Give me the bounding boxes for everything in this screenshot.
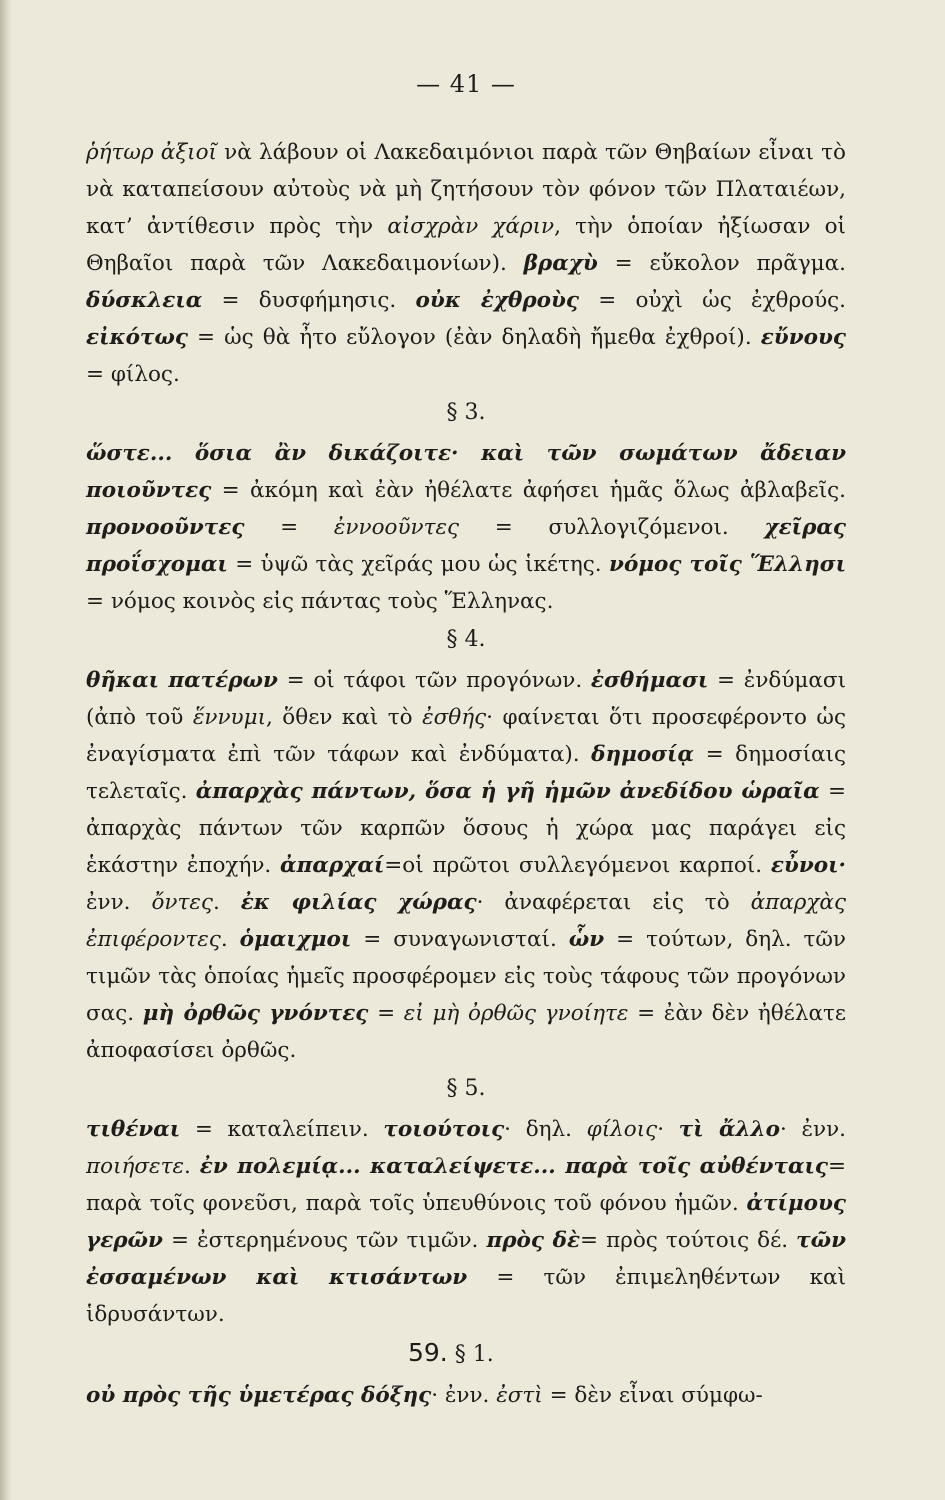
lemma-term: νόμος τοῖς Ἕλλησι <box>609 552 846 577</box>
gloss-text: · ἐνν. <box>431 1383 497 1408</box>
italic-term: ἀπαρχὰς ἐπιφέροντες <box>86 890 846 952</box>
gloss-text: = παρὰ τοῖς φονεῦσι, παρὰ τοῖς ὑπευθύνοις τοῦ φόνου ἡμῶν. <box>86 1154 846 1216</box>
section-number: § 1. <box>454 1342 494 1367</box>
italic-term: ἐστὶ <box>496 1383 543 1408</box>
lemma-term: χεῖρας προΐσχομαι <box>86 515 847 577</box>
gloss-text: = ἐὰν δὲν ἠθέλατε ἀποφασίσει ὀρθῶς. <box>86 1001 846 1063</box>
gloss-text: = δὲν εἶναι σύμφω- <box>542 1383 763 1408</box>
lemma-term: ὧν <box>568 927 605 952</box>
lemma-term: τιθέναι <box>86 1117 181 1142</box>
lemma-term: δύσκλεια <box>86 288 203 313</box>
page-number: — 41 — <box>416 70 516 98</box>
gloss-text: = ἀκόμη καὶ ἐὰν ἠθέλατε ἀφήσει ἡμᾶς ὅλως ἀβλαβεῖς. <box>211 478 846 503</box>
gloss-text: · ἐνν. <box>779 1117 847 1142</box>
italic-term: αἰσχρὰν χάριν <box>387 214 555 239</box>
gloss-text: . <box>212 890 241 915</box>
lemma-term: εἰκότως <box>86 325 188 350</box>
gloss-text: = δυσφήμησις. <box>202 288 416 313</box>
lemma-term: οὐκ ἐχθροὺς <box>415 288 579 313</box>
section-heading: § 5. <box>446 1076 486 1101</box>
lemma-term: μὴ ὀρθῶς γνόντες <box>142 1001 369 1026</box>
italic-term: ἕννυμι <box>192 705 266 730</box>
italic-term: εἰ μὴ ὀρθῶς γνοίητε <box>403 1001 629 1026</box>
lemma-term: πρὸς δὲ <box>486 1228 581 1253</box>
page-binding-edge <box>0 0 12 1500</box>
gloss-text: · φαίνεται ὅτι προσεφέροντο ὡς ἐναγίσματα ἐπὶ τῶν τάφων καὶ ἐνδύματα). <box>86 705 846 767</box>
italic-term: φίλοις <box>586 1117 658 1142</box>
lemma-term: ὁμαιχμοι <box>239 927 352 952</box>
gloss-text: = τούτων, δηλ. τῶν τιμῶν τὰς ὁποίας ἡμεῖς προσφέρομεν εἰς τοὺς τάφους τῶν προγόνων σας. <box>86 927 847 1026</box>
italic-term: ἀξιοῖ <box>160 140 217 165</box>
italic-term: ὄντες <box>151 890 213 915</box>
gloss-text: = συλλογιζόμενοι. <box>459 515 765 540</box>
section-heading: § 4. <box>446 627 486 652</box>
gloss-text: ἐνν. <box>86 890 152 915</box>
gloss-text: · δηλ. <box>504 1117 587 1142</box>
gloss-text: = ὡς θὰ ἦτο εὔλογον (ἐὰν δηλαδὴ ἤμεθα ἐχθροί). <box>187 325 761 350</box>
commentary-paragraph <box>86 1377 846 1414</box>
lemma-term: βραχὺ <box>523 251 598 276</box>
lemma-term: ἀπαρχαί <box>280 853 385 878</box>
gloss-text: = συναγωνισταί. <box>351 927 569 952</box>
commentary-paragraph <box>86 435 846 620</box>
lemma-term: προνοοῦντες <box>86 515 245 540</box>
section-heading: § 3. <box>446 400 486 425</box>
italic-term: ποιήσετε <box>86 1154 185 1179</box>
lemma-term: ἐν πολεμίᾳ... καταλείψετε... παρὰ τοῖς αὐθένταις <box>199 1154 828 1179</box>
lemma-term: ἐκ φιλίας χώρας <box>240 890 477 915</box>
gloss-text: = οὐχὶ ὡς ἐχθρούς. <box>578 288 847 313</box>
commentary-paragraph <box>86 1111 846 1333</box>
gloss-text: νὰ λάβουν οἱ Λακεδαιμόνιοι παρὰ τῶν Θηβαίων εἶναι τὸ νὰ καταπείσουν αὐτοὺς νὰ μὴ ζητήσουν τὸν φόνον τῶν Πλαταιέων, κατ’ ἀντίθεσιν πρὸς τὴν <box>86 140 846 239</box>
gloss-text: . <box>184 1154 200 1179</box>
gloss-text: = τῶν ἐπιμεληθέντων καὶ ἱδρυσάντων. <box>86 1265 846 1327</box>
gloss-text: . <box>220 927 240 952</box>
gloss-text: = ὑψῶ τὰς χεῖράς μου ὡς ἱκέτης. <box>227 552 610 577</box>
lemma-term: θῆκαι πατέρων <box>86 668 278 693</box>
commentary-paragraph <box>86 662 846 1069</box>
lemma-term: δημοσίᾳ <box>591 742 695 767</box>
gloss-text: = καταλείπειν. <box>180 1117 384 1142</box>
gloss-text: = ἐστερημένους τῶν τιμῶν. <box>162 1228 487 1253</box>
lemma-term: ἐσθήμασι <box>590 668 709 693</box>
gloss-text: · ἀναφέρεται εἰς τὸ <box>476 890 751 915</box>
lemma-term: οὐ πρὸς τῆς ὑμετέρας δόξης <box>86 1383 432 1408</box>
gloss-text: = οἱ τάφοι τῶν προγόνων. <box>277 668 591 693</box>
book-page <box>86 70 846 1414</box>
italic-term: ἐννοοῦντες <box>333 515 460 540</box>
gloss-text: = <box>244 515 334 540</box>
lemma-term: ἀτίμους γερῶν <box>86 1191 846 1253</box>
commentary-text <box>86 134 846 1414</box>
lemma-term: τῶν ἐσσαμένων καὶ κτισάντων <box>86 1228 846 1290</box>
italic-term: ῥήτωρ <box>86 140 161 165</box>
commentary-paragraph <box>86 134 846 393</box>
lemma-term: ὥστε... ὅσια ἂν δικάζοιτε· καὶ τῶν σωμάτων ἄδειαν ποιοῦντες <box>86 441 846 503</box>
gloss-text: = δημοσίαις τελεταῖς. <box>86 742 846 804</box>
gloss-text: =οἱ πρῶτοι συλλεγόμενοι καρποί. <box>384 853 771 878</box>
chapter-section-heading <box>86 1335 846 1373</box>
gloss-text: · <box>657 1117 679 1142</box>
gloss-text: = νόμος κοινὸς εἰς πάντας τοὺς Ἕλληνας. <box>86 589 554 614</box>
gloss-text: , ὅθεν καὶ τὸ <box>266 705 423 730</box>
gloss-text: = <box>368 1001 404 1026</box>
gloss-text: = πρὸς τούτοις δέ. <box>580 1228 797 1253</box>
gloss-text: = φίλος. <box>86 362 180 387</box>
lemma-term: τὶ ἄλλο <box>678 1117 780 1142</box>
gloss-text: , τὴν ὁποίαν ἠξίωσαν οἱ Θηβαῖοι παρὰ τῶν Λακεδαιμονίων). <box>86 214 846 276</box>
gloss-text: = ἀπαρχὰς πάντων τῶν καρπῶν ὅσους ἡ χώρα μας παράγει εἰς ἑκάστην ἐποχήν. <box>86 779 846 878</box>
lemma-term: τοιούτοις <box>383 1117 505 1142</box>
lemma-term: εὔνους <box>760 325 846 350</box>
italic-term: ἐσθής <box>422 705 487 730</box>
gloss-text: = ἐνδύμασι (ἀπὸ τοῦ <box>86 668 846 730</box>
chapter-number: 59. <box>408 1338 448 1367</box>
lemma-term: εὖνοι· <box>770 853 846 878</box>
lemma-term: ἀπαρχὰς πάντων, ὅσα ἡ γῆ ἡμῶν ἀνεδίδου ὡραῖα <box>195 779 820 804</box>
gloss-text: = εὔκολον πρᾶγμα. <box>597 251 846 276</box>
